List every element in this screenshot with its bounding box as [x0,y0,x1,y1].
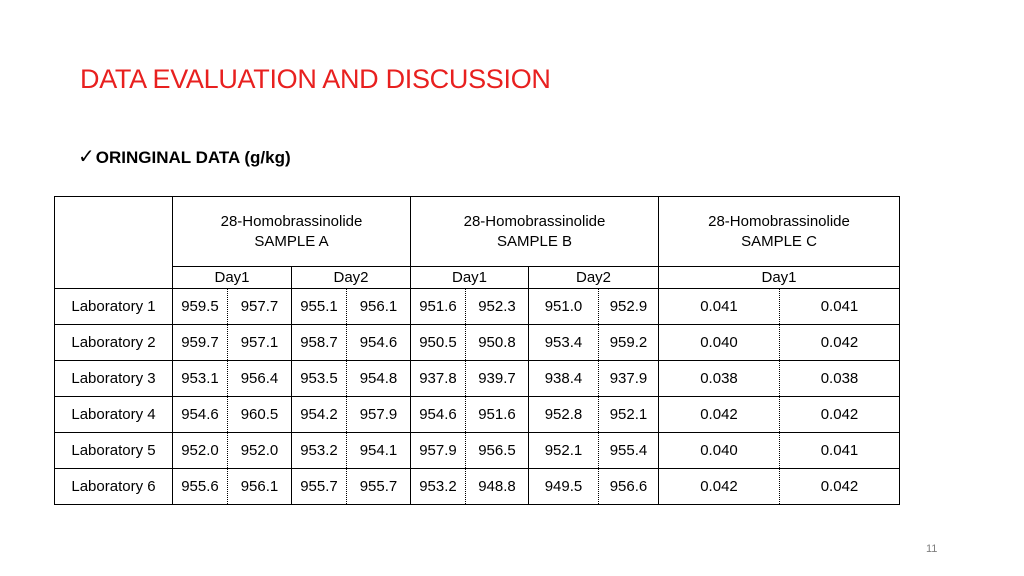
value-cell: 955.7 [347,469,411,505]
laboratory-label: Laboratory 5 [55,433,173,469]
value-cell: 0.042 [780,469,900,505]
value-cell: 952.0 [173,433,228,469]
value-cell: 957.9 [347,397,411,433]
day-header-b2: Day2 [529,267,659,289]
value-cell: 953.4 [529,325,599,361]
laboratory-label: Laboratory 4 [55,397,173,433]
value-cell: 950.8 [466,325,529,361]
value-cell: 952.1 [529,433,599,469]
value-cell: 954.6 [411,397,466,433]
value-cell: 0.042 [659,469,780,505]
laboratory-label: Laboratory 3 [55,361,173,397]
value-cell: 956.1 [228,469,292,505]
value-cell: 952.8 [529,397,599,433]
value-cell: 955.1 [292,289,347,325]
value-cell: 960.5 [228,397,292,433]
value-cell: 951.0 [529,289,599,325]
value-cell: 951.6 [466,397,529,433]
value-cell: 959.7 [173,325,228,361]
value-cell: 952.0 [228,433,292,469]
value-cell: 0.038 [780,361,900,397]
section-subtitle [78,144,291,169]
laboratory-label: Laboratory 2 [55,325,173,361]
day-header-a1: Day1 [173,267,292,289]
value-cell: 939.7 [466,361,529,397]
value-cell: 955.7 [292,469,347,505]
value-cell: 955.6 [173,469,228,505]
page-number: 11 [926,543,938,555]
value-cell: 954.2 [292,397,347,433]
value-cell: 956.6 [599,469,659,505]
value-cell: 954.6 [173,397,228,433]
table-row [55,397,900,433]
value-cell: 937.8 [411,361,466,397]
value-cell: 0.041 [780,433,900,469]
table-row [55,361,900,397]
laboratory-label: Laboratory 6 [55,469,173,505]
value-cell: 950.5 [411,325,466,361]
sample-header-row [55,197,900,267]
value-cell: 0.040 [659,433,780,469]
value-cell: 952.3 [466,289,529,325]
value-cell: 956.5 [466,433,529,469]
value-cell: 952.1 [599,397,659,433]
day-header-b1: Day1 [411,267,529,289]
value-cell: 953.2 [292,433,347,469]
table-row [55,325,900,361]
value-cell: 0.042 [780,325,900,361]
value-cell: 958.7 [292,325,347,361]
laboratory-label: Laboratory 1 [55,289,173,325]
value-cell: 948.8 [466,469,529,505]
value-cell: 0.042 [780,397,900,433]
table-row [55,289,900,325]
sample-b-header: 28-Homobrassinolide SAMPLE B [411,197,659,267]
value-cell: 955.4 [599,433,659,469]
value-cell: 949.5 [529,469,599,505]
value-cell: 937.9 [599,361,659,397]
day-header-a2: Day2 [292,267,411,289]
sample-c-header: 28-Homobrassinolide SAMPLE C [659,197,900,267]
header-corner-cell-lower [55,267,173,289]
value-cell: 954.6 [347,325,411,361]
value-cell: 953.5 [292,361,347,397]
value-cell: 953.1 [173,361,228,397]
table-row [55,469,900,505]
sample-a-header: 28-Homobrassinolide SAMPLE A [173,197,411,267]
header-corner-cell [55,197,173,267]
value-cell: 952.9 [599,289,659,325]
value-cell: 959.5 [173,289,228,325]
value-cell: 0.041 [780,289,900,325]
checkmark-icon: ✓ [78,146,95,168]
value-cell: 953.2 [411,469,466,505]
value-cell: 959.2 [599,325,659,361]
value-cell: 956.4 [228,361,292,397]
value-cell: 956.1 [347,289,411,325]
value-cell: 957.1 [228,325,292,361]
day-header-row [55,267,900,289]
value-cell: 0.038 [659,361,780,397]
value-cell: 0.040 [659,325,780,361]
value-cell: 938.4 [529,361,599,397]
value-cell: 954.1 [347,433,411,469]
subtitle-text: ORINGINAL DATA (g/kg) [95,148,291,167]
day-header-c1: Day1 [659,267,900,289]
slide-title: DATA EVALUATION AND DISCUSSION [80,64,551,94]
value-cell: 0.041 [659,289,780,325]
value-cell: 951.6 [411,289,466,325]
value-cell: 954.8 [347,361,411,397]
value-cell: 0.042 [659,397,780,433]
value-cell: 957.7 [228,289,292,325]
data-table [54,196,900,505]
table-row [55,433,900,469]
value-cell: 957.9 [411,433,466,469]
